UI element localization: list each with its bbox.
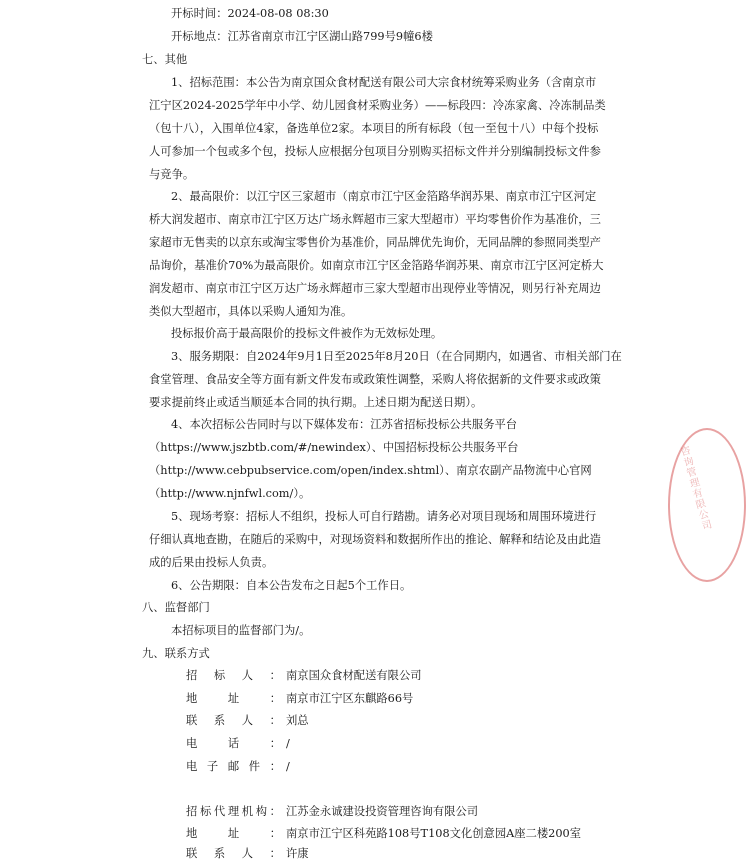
paragraph-line: 润发超市、南京市江宁区万达广场永辉超市三家大型超市出现停业等情况，则另行补充周边	[149, 282, 601, 295]
open-location: 开标地点：江苏省南京市江宁区湖山路799号9幢6楼	[171, 30, 433, 43]
paragraph-line: 5、现场考察：招标人不组织，投标人可自行踏勘。请务必对项目现场和周围环境进行	[171, 510, 597, 523]
company-seal	[668, 428, 746, 582]
paragraph-line: 类似大型超市，具体以采购人通知为准。	[149, 305, 353, 318]
section-7-heading: 七、其他	[142, 53, 188, 66]
contact-label: 地 址 ：	[186, 692, 281, 705]
paragraph-line: 仔细认真地查勘，在随后的采购中，对现场资料和数据所作出的推论、解释和结论及由此造	[149, 533, 601, 546]
paragraph-line: 江宁区2024-2025学年中小学、幼儿园食材采购业务）——标段四：冷冻家禽、冷冻制品类	[149, 99, 606, 112]
paragraph-line: 4、本次招标公告同时与以下媒体发布：江苏省招标投标公共服务平台	[171, 418, 518, 431]
contact-value: 刘总	[286, 714, 309, 727]
contact-value: 许康	[286, 847, 309, 860]
contact-value: 南京国众食材配送有限公司	[286, 669, 422, 682]
paragraph-line: （http://www.njnfwl.com/）。	[149, 487, 311, 500]
contact-value: 江苏金永诚建设投资管理咨询有限公司	[286, 805, 479, 818]
contact-label: 联 系 人 ：	[186, 714, 281, 727]
paragraph-line: （包十八），入围单位4家，备选单位2家。本项目的所有标段（包一至包十八）中每个投标	[149, 122, 599, 135]
paragraph-line: 2、最高限价：以江宁区三家超市（南京市江宁区金箔路华润苏果、南京市江宁区河定	[171, 190, 597, 203]
paragraph-line: 6、公告期限：自本公告发布之日起5个工作日。	[171, 579, 412, 592]
paragraph-line: 要求提前终止或适当顺延本合同的执行期。上述日期为配送日期）。	[149, 396, 483, 409]
paragraph-line: 成的后果由投标人负责。	[149, 556, 274, 569]
paragraph-line: 与竞争。	[149, 168, 195, 181]
contact-value: /	[286, 737, 290, 750]
contact-value: 南京市江宁区科苑路108号T108文化创意园A座二楼200室	[286, 827, 582, 840]
contact-label: 电 子 邮 件 ：	[186, 760, 281, 773]
paragraph-line: 投标报价高于最高限价的投标文件被作为无效标处理。	[171, 327, 443, 340]
seal-text: 咨询管理有限公司	[676, 444, 712, 533]
paragraph-line: 1、招标范围：本公告为南京国众食材配送有限公司大宗食材统筹采购业务（含南京市	[171, 76, 597, 89]
contact-label: 电 话 ：	[186, 737, 281, 750]
contact-label: 联 系 人 ：	[186, 847, 281, 860]
paragraph-line: 家超市无售卖的以京东或淘宝零售价为基准价，同品牌优先询价，无同品牌的参照同类型产	[149, 236, 601, 249]
contact-label: 招 标 人 ：	[186, 669, 281, 682]
open-time: 开标时间：2024-08-08 08:30	[171, 7, 329, 20]
paragraph-line: （https://www.jszbtb.com/#/newindex）、中国招标投标公共服务平台	[149, 441, 519, 454]
contact-value: 南京市江宁区东麒路66号	[286, 692, 414, 705]
section-9-heading: 九、联系方式	[142, 647, 210, 660]
contact-label: 招 标 代 理 机 构 ：	[186, 805, 281, 818]
contact-value: /	[286, 760, 290, 773]
paragraph-line: 桥大润发超市、南京市江宁区万达广场永辉超市三家大型超市）平均零售价作为基准价，三	[149, 213, 601, 226]
contact-label: 地 址 ：	[186, 827, 281, 840]
supervision-line: 本招标项目的监督部门为/。	[171, 624, 311, 637]
paragraph-line: 人可参加一个包或多个包，投标人应根据分包项目分别购买招标文件并分别编制投标文件参	[149, 145, 601, 158]
paragraph-line: 品询价，基准价70%为最高限价。如南京市江宁区金箔路华润苏果、南京市江宁区河定桥大	[149, 259, 604, 272]
paragraph-line: 食堂管理、食品安全等方面有新文件发布或政策性调整，采购人将依据新的文件要求或政策	[149, 373, 601, 386]
section-8-heading: 八、监督部门	[142, 601, 210, 614]
paragraph-line: （http://www.cebpubservice.com/open/index.shtml）、南京农副产品物流中心官网	[149, 464, 592, 477]
paragraph-line: 3、服务期限：自2024年9月1日至2025年8月20日（在合同期内，如遇省、市相关部门在	[171, 350, 622, 363]
